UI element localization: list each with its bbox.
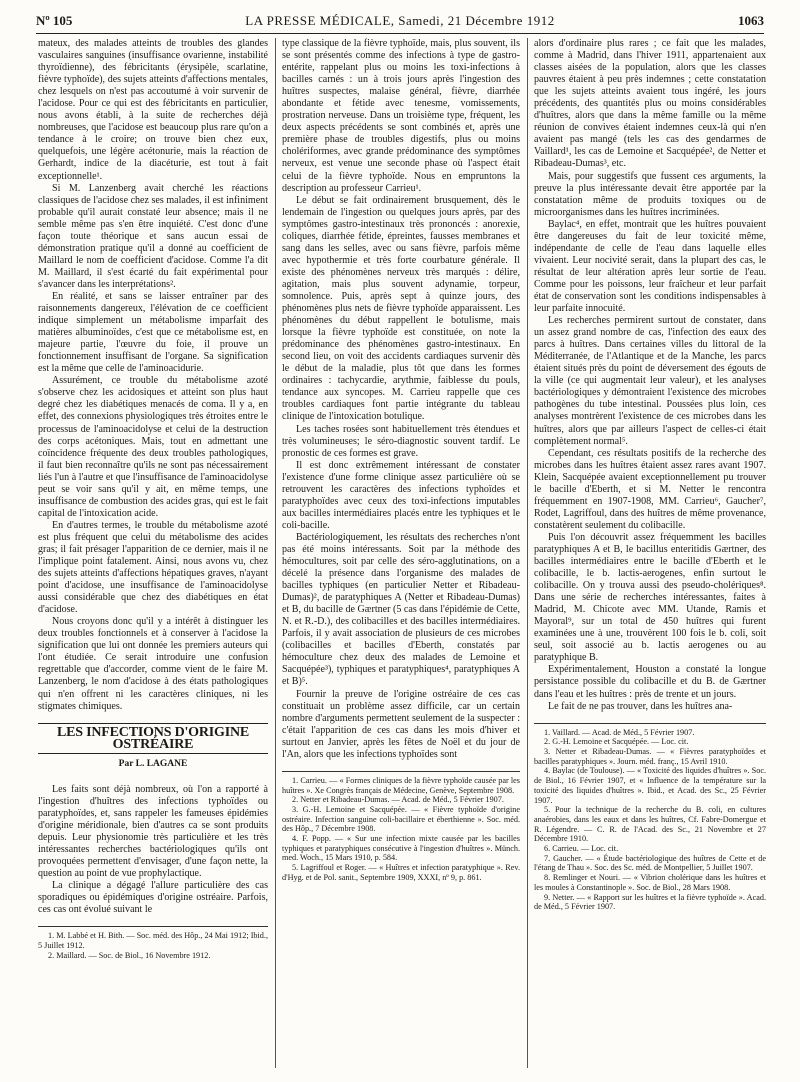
footnote: 2. Maillard. — Soc. de Biol., 16 Novembre 1912.	[48, 950, 211, 960]
paragraph: Puis l'on découvrit assez fréquemment les bacilles paratyphiques A et B, le bacillus enteritidis Gærtner, des bacilles intermédiaires entre le bacille d'Eberth et le colibacille, le b. lactis-aerogenes, enfin surtout le colibacille. On y trouva aussi des pseudo-cholériques⁸. Dans une série de recherches intéressantes, faites à Madrid, M. Chicote avec MM. Utande, Ramis et Mayoral⁹, sur un total de 450 huîtres qui furent examinées une à une, trouvèrent 100 fois le b. coli, soit seul, soit associé au b. lactis aerogenes ou au paratyphique B.	[534, 531, 766, 664]
footnote: 2. G.-H. Lemoine et Sacquépée. — Loc. cit.	[544, 737, 689, 747]
paragraph: Expérimentalement, Houston a constaté la longue persistance possible du colibacille et du B. de Gærtner dans l'eau et les huîtres : près de trente et un jours.	[534, 664, 766, 700]
footnote-separator	[534, 723, 766, 724]
paragraph: Nous croyons donc qu'il y a intérêt à distinguer les deux troubles fonctionnels et à conserver à l'acidose la signification que lui ont donnée les premiers auteurs qui l'ont étudiée. Ce serait introduire une confusion regrettable que d'accorder, comme vient de le faire M. Lanzenberg, le nom d'acidose à des états pathologiques qui n'en offrent ni les caractères cliniques, ni les stigmates chimiques.	[38, 616, 268, 712]
issue-number: Nº 105	[36, 13, 73, 28]
paragraph: Les faits sont déjà nombreux, où l'on a rapporté à l'ingestion d'huîtres des infections typhoïdes ou paratyphoïdes, et, sans rappeler les fameuses épidémies d'origine méridionale, bien d'autres ca se sont produits depuis. Leur physionomie très particulière et les très intéressantes recherches bactériologiques qu'ils ont provoquées permettent d'envisager, d'une façon nette, la question au point de vue prophylactique.	[38, 783, 268, 880]
footnote: 5. Pour la technique de la recherche du B. coli, en cultures anaérobies, dans les eaux et dans les huîtres, Cf. Fabre-Domergue et R. Légendre. — C. R. de l'Acad. des Sc., 21 Novembre et 27 Décembre 1910.	[534, 805, 766, 844]
paragraph: En réalité, et sans se laisser entraîner par des raisonnements dangereux, l'élévation de ce coefficient indique simplement un métabolisme imparfait des matières albuminoïdes, c'est que ce métabolisme est, en majeure partie, l'œuvre du foie, il prouve un fonctionnement insuffisant de l'organe. Sa signification est la même que celle de l'aminoacidurie.	[38, 290, 268, 375]
footnote: 2. Netter et Ribadeau-Dumas. — Acad. de Méd., 5 Février 1907.	[292, 795, 504, 805]
footnote: 6. Carrieu. — Loc. cit.	[544, 844, 619, 854]
footnote: 3. Netter et Ribadeau-Dumas. — « Fièvres paratyphoïdes et bacilles paratyphiques ». Journ. méd. franç., 15 Avril 1910.	[534, 747, 766, 766]
column-1	[38, 38, 268, 960]
column-divider	[275, 38, 276, 1068]
paragraph: Baylac⁴, en effet, montrait que les huîtres pouvaient être dangereuses du fait de leur toxicité même, indépendante de celle de l'eau dans laquelle elles vivaient. Leur nocivité serait, dans la plupart des cas, le résultat de leur altération après leur sortie de l'eau. Comme pour les poissons, leur fraîcheur et leur parfait état de conservation sont les conditions indispensables à leur parfaite innocuité.	[534, 218, 766, 315]
paragraph: La clinique a dégagé l'allure particulière des cas sporadiques ou épidémiques d'origine ostréaire. Parfois, ces cas ont évolué suivant le	[38, 880, 268, 916]
page-number: 1063	[738, 13, 764, 28]
footnote: 1. Vaillard. — Acad. de Méd., 5 Février 1907.	[544, 727, 695, 737]
footnote: 4. Baylac (de Toulouse). — « Toxicité des liquides d'huîtres ». Soc. de Biol., 16 Février 1907, et « Influence de la température sur la toxicité des liquides d'huîtres ». Ibid., et Acad. des Sc., 25 Février 1907.	[534, 766, 766, 805]
paragraph: alors d'ordinaire plus rares ; ce fait que les malades, comme à Madrid, dans l'hiver 1911, appartenaient aux classes aisées de la population, alors que les classes pauvres étaient à peu près indemnes ; cette constatation que les sujets atteints avaient tous ingéré, les jours précédents, des quantités plus ou moins considérables d'huîtres, alors que dans la même famille ou la même réunion de convives étaient indemnes ceux-là qui n'en avaient pas mangé (tels les cas des gendarmes de Vaillard¹, les cas de Lemoine et Sacquépée², de Netter et Ribadeau-Dumas³, etc.	[534, 38, 766, 170]
column-2	[282, 38, 520, 883]
paragraph: mateux, des malades atteints de troubles des glandes vasculaires sanguines (insuffisance ovarienne, instabilité thyroïdienne), des fébricitants (érysipèle, scarlatine, fièvre typhoïde), des sujets atteints d'affections mentales, chez lesquels on n'est pas accoutumé à voir survenir de l'acidose. Pour ce qui est des fébricitants en particulier, nous avons établi, à la suite de recherches déjà nombreuses, que l'acidose est beaucoup plus rare qu'on a tendance à le croire; on trouve bien chez eux, quelquefois, une légère acétonurie, mais la réaction de Gerhardt, indice de la diacéturie, est tout à fait exceptionnelle¹.	[38, 38, 268, 182]
header-rule	[36, 33, 764, 34]
footnote: 3. G.-H. Lemoine et Sacquépée. — « Fièvre typhoïde d'origine ostréaire. Infection sanguine coli-bacillaire et éberthienne ». Soc. méd. des Hôp., 7 Décembre 1908.	[282, 804, 520, 834]
paragraph: Le début se fait ordinairement brusquement, dès le lendemain de l'ingestion ou quelques jours après, par des symptômes gastro-intestinaux très prononcés : anorexie, coliques, diarrhée fétide, épreintes, fausses membranes et sang dans les selles, avec ou sans fièvre, parfois même avec hypothermie et très forte courbature générale. Il existe des phénomènes nerveux très marqués : délire, agitation, mais plus souvent adynamie, torpeur, somnolence. Puis, après sept à quinze jours, des phénomènes plus nets de fièvre typhoïde apparaissent. Les phénomènes du début rappellent le botulisme, mais lorsque la fièvre typhoïde est constituée, on note la prédominance des phénomènes gastro-intestinaux. En second lieu, on voit des accidents cardiaques survenir dès le début de la maladie, plus tôt que dans les formes ordinaires : tachycardie, arythmie, faiblesse du pouls, tendance aux syncopes. M. Carrieu rappelle que ces troubles cardiaques font partie intégrante du tableau clinique de l'intoxication botulique.	[282, 194, 520, 423]
page-header	[36, 9, 764, 35]
paragraph: type classique de la fièvre typhoïde, mais, plus souvent, ils se sont présentés comme des infections à type de gastro-entérite, rappelant plus ou moins les toxi-infections à bacilles carnés : un à trois jours après l'ingestion des huîtres suspectes, malaise général, fièvre, diarrhée abondante et fétide avec tenesme, vomissements, prostration nerveuse. Dans un troisième type, fréquent, les deux aspects précédents se sont combinés et, après une première phase de troubles digestifs, plus ou moins cholériformes, avec grande prédominance des symptômes nerveux, est venue une seconde phase où l'aspect était celui de la fièvre typhoïde. Nous en empruntons la description au professeur Carrieu¹.	[282, 38, 520, 194]
column-3	[534, 38, 766, 912]
column-divider	[527, 38, 528, 1068]
paragraph: Assurément, ce trouble du métabolisme azoté s'observe chez les acidosiques et atteint son plus haut degré chez les diabétiques menacés de coma. Il y a, en effet, des connexions physiologiques très étroites entre le processus de l'aminoacidolyse et celui de la destruction des corps acétoniques. Mais, tout en admettant une coïncidence fréquente des deux troubles pathologiques, il faut bien reconnaître qu'ils ne sont pas nécessairement liés l'un à l'autre et que l'insuffisance de l'aminoacidolyse peut se voir sans qu'il y ait, en même temps, une insuffisance de combustion des acides gras, qui est le fait capital de l'intoxication acide.	[38, 375, 268, 519]
paragraph: Il est donc extrêmement intéressant de constater l'existence d'une forme clinique assez particulière où se retrouvent les caractères des infections typhoïdes et paratyphoïdes avec ceux des toxi-infections imputables aux bacilles intermédiaires placés entre les typhiques et le coli-bacille.	[282, 459, 520, 531]
section-title: LES INFECTIONS D'ORIGINE OSTRÉAIRE	[38, 723, 268, 754]
footnote-separator	[282, 771, 520, 772]
paragraph: Les taches rosées sont habituellement très étendues et très volumineuses; le séro-diagnostic souvent tardif. Le pronostic de ces formes est grave.	[282, 423, 520, 459]
byline: Par L. LAGANE	[118, 758, 188, 769]
journal-title: LA PRESSE MÉDICALE, Samedi, 21 Décembre 1912	[245, 13, 555, 28]
footnote-separator	[38, 926, 268, 927]
footnote: 1. M. Labbé et H. Bith. — Soc. méd. des Hôp., 24 Mai 1912; Ibid., 5 Juillet 1912.	[38, 931, 268, 950]
footnote: 4. F. Popp. — « Sur une infection mixte causée par les bacilles typhiques et paratyphiques consécutive à l'ingestion d'huîtres ». Münch. med. Woch., 15 Mars 1910, p. 584.	[282, 834, 520, 863]
footnote: 8. Remlinger et Nouri. — « Vibrion cholérique dans les huîtres et les moules à Constantinople ». Soc. de Biol., 28 Mars 1908.	[534, 873, 766, 892]
footnote: 7. Gaucher. — « Étude bactériologique des huîtres de Cette et de l'étang de Thau ». Soc. des Sc. méd. de Montpellier, 5 Juillet 1907.	[534, 853, 766, 873]
paragraph: Mais, pour suggestifs que fussent ces arguments, la preuve la plus intéressante devait être apportée par la constatation même de produits toxiques ou de microorganismes dans les huîtres incriminées.	[534, 170, 766, 218]
paragraph: Les recherches permirent surtout de constater, dans un assez grand nombre de cas, l'infection des eaux des parcs à huîtres. Dans certaines villes du littoral de la Méditerranée, de l'Atlantique et de la Manche, les parcs étaient situés près du point de déversement des égouts de la ville (ce qui augmentait leur valeur), et les analyses bactériologiques y démontraient l'existence des microbes pathogènes du tube intestinal. Poussées plus loin, ces analyses montrèrent l'existence de ces microbes dans les huîtres, alors que par ailleurs l'aspect de celles-ci était complètement normal⁵.	[534, 315, 766, 447]
paragraph: Cependant, ces résultats positifs de la recherche des microbes dans les huîtres étaient assez rares avant 1907. Klein, Sacquépée avaient exceptionnellement pu trouver le bacille d'Eberth, et si M. Netter le rencontra fréquemment en 1907-1908, MM. Carrieu⁶, Gaucher⁷, Rodet, Lagriffoul, dans des huîtres de même provenance, constatèrent seulement du colibacille.	[534, 447, 766, 531]
footnote: 9. Netter. — « Rapport sur les huîtres et la fièvre typhoïde ». Acad. de Méd., 5 Février 1907.	[534, 892, 766, 912]
paragraph: En d'autres termes, le trouble du métabolisme azoté est plus fréquent que celui du métabolisme des acides gras; il fait présager l'apparition de ce dernier, mais il ne l'implique point fatalement. Ainsi, nous avons vu, chez des sujets atteints d'affections hépatiques graves, n'ayant point d'acidose, une insuffisance de l'aminoacidolyse aussi considérable que chez des diabétiques en état d'acidose.	[38, 519, 268, 616]
paragraph: Bactériologiquement, les résultats des recherches n'ont pas été moins intéressants. Soit par la méthode des hémocultures, soit par celle des séro-agglutinations, on a décelé la présence dans l'organisme des malades de bacilles typhiques (en particulier Netter et Ribadeau-Dumas)², de paratyphiques A (Netter et Ribadeau-Dumas) et B, du bacille de Gærtner (5 cas dans l'épidémie de Cette, N. et R.-D.), des colibacilles et des bacilles intermédiaires. Parfois, il y avait association de plusieurs de ces microbes (colibacilles et bacilles d'Eberth, constatés par hémoculture chez deux des malades de Lemoine et Sacquépée³), typhiques et paratyphiques⁴, paratyphiques A et B)⁵.	[282, 531, 520, 688]
paragraph: Fournir la preuve de l'origine ostréaire de ces cas constituait un problème assez difficile, car un certain nombre d'arguments permettent seulement de la suspecter : c'était l'apparition de ces cas dans les mois d'hiver et surtout en Janvier, après les fêtes de Noël et du jour de l'An, alors que les infections typhoïdes sont	[282, 688, 520, 760]
footnote: 5. Lagriffoul et Roger. — « Huîtres et infection paratyphique ». Rev. d'Hyg. et de Pol. sanit., Septembre 1909, XXXI, nº 9, p. 861.	[282, 863, 520, 882]
paragraph: Le fait de ne pas trouver, dans les huîtres ana-	[548, 700, 733, 712]
footnote: 1. Carrieu. — « Formes cliniques de la fièvre typhoïde causée par les huîtres ». Xe Congrès français de Médecine, Genève, Septembre 1908.	[282, 775, 520, 795]
paragraph: Si M. Lanzenberg avait cherché les réactions classiques de l'acidose chez ses malades, il est infiniment probable qu'il aurait constaté leur absence; mais il ne semble même pas s'en être inquiété. C'est donc d'une façon toute théorique et sans aucun essai de démonstration pratique qu'il a donné au coefficient de Maillard le nom de coefficient d'acidose. Comme l'a dit M. Maillard, il s'est écarté du fait expérimental pour s'avancer dans les interprétations².	[38, 182, 268, 290]
